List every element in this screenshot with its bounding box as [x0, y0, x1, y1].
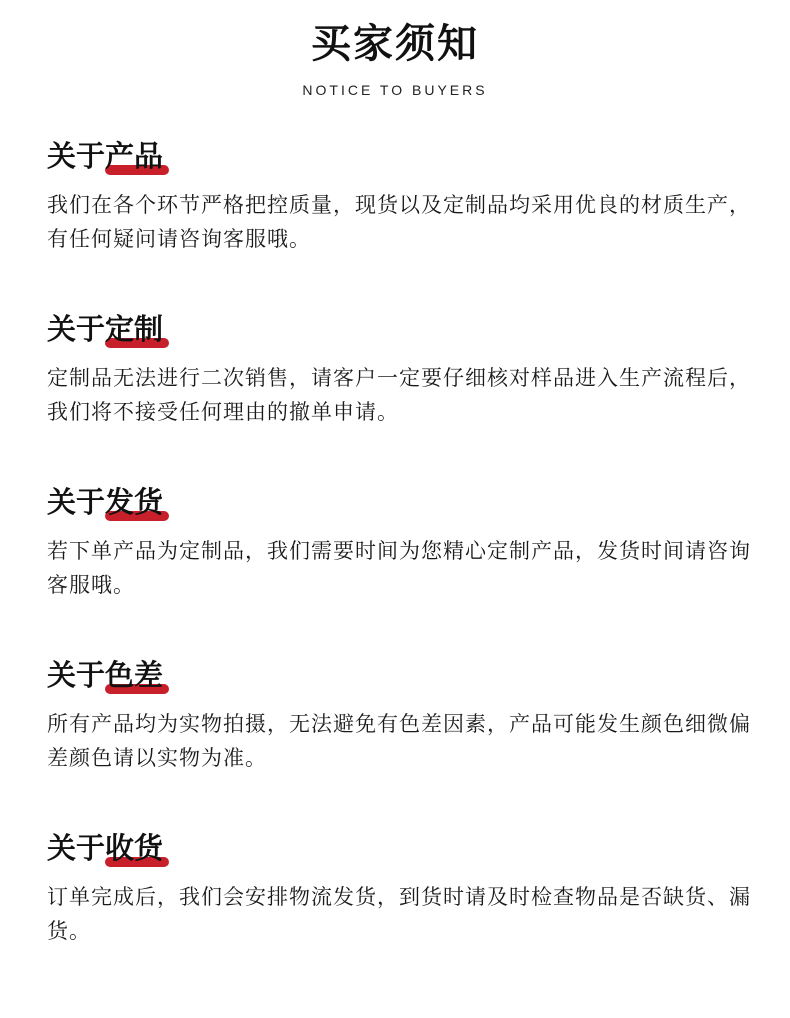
section-heading-topic: 发货: [105, 485, 164, 519]
page-title: 买家须知: [311, 21, 479, 67]
section-receiving: [47, 828, 757, 948]
section-heading: [47, 482, 757, 522]
section-body-text: 我们在各个环节严格把控质量，现货以及定制品均采用优良的材质生产，有任何疑问请咨询客服哦。: [47, 193, 751, 251]
section-heading: [47, 828, 757, 868]
section-heading-topic-wrap: [105, 309, 163, 349]
page-subtitle: NOTICE TO BUYERS: [302, 82, 488, 98]
section-body-text: 定制品无法进行二次销售，请客户一定要仔细核对样品进入生产流程后，我们将不接受任何理由的撤单申请。: [47, 366, 751, 424]
section-body-text: 订单完成后，我们会安排物流发货，到货时请及时检查物品是否缺货、漏货。: [47, 885, 751, 943]
section-heading-topic-wrap: [105, 655, 163, 695]
section-heading-topic: 产品: [105, 139, 164, 173]
section-heading-topic: 色差: [105, 658, 164, 692]
section-body-text: 若下单产品为定制品，我们需要时间为您精心定制产品，发货时间请咨询客服哦。: [47, 539, 751, 597]
section-heading: [47, 309, 757, 349]
section-customization: [47, 309, 757, 429]
section-shipping: [47, 482, 757, 602]
section-heading: [47, 655, 757, 695]
section-heading-prefix: 关于: [47, 658, 106, 692]
section-color-difference: [47, 655, 757, 775]
section-heading-prefix: 关于: [47, 139, 106, 173]
section-heading-topic: 定制: [105, 312, 164, 346]
section-product: [47, 136, 757, 256]
section-body-text: 所有产品均为实物拍摄，无法避免有色差因素，产品可能发生颜色细微偏差颜色请以实物为准。: [47, 712, 751, 770]
section-heading-topic: 收货: [105, 831, 164, 865]
section-heading-topic-wrap: [105, 136, 163, 176]
section-heading-prefix: 关于: [47, 831, 106, 865]
section-heading-topic-wrap: [105, 828, 163, 868]
section-heading-prefix: 关于: [47, 312, 106, 346]
section-heading: [47, 136, 757, 176]
section-heading-prefix: 关于: [47, 485, 106, 519]
section-heading-topic-wrap: [105, 482, 163, 522]
